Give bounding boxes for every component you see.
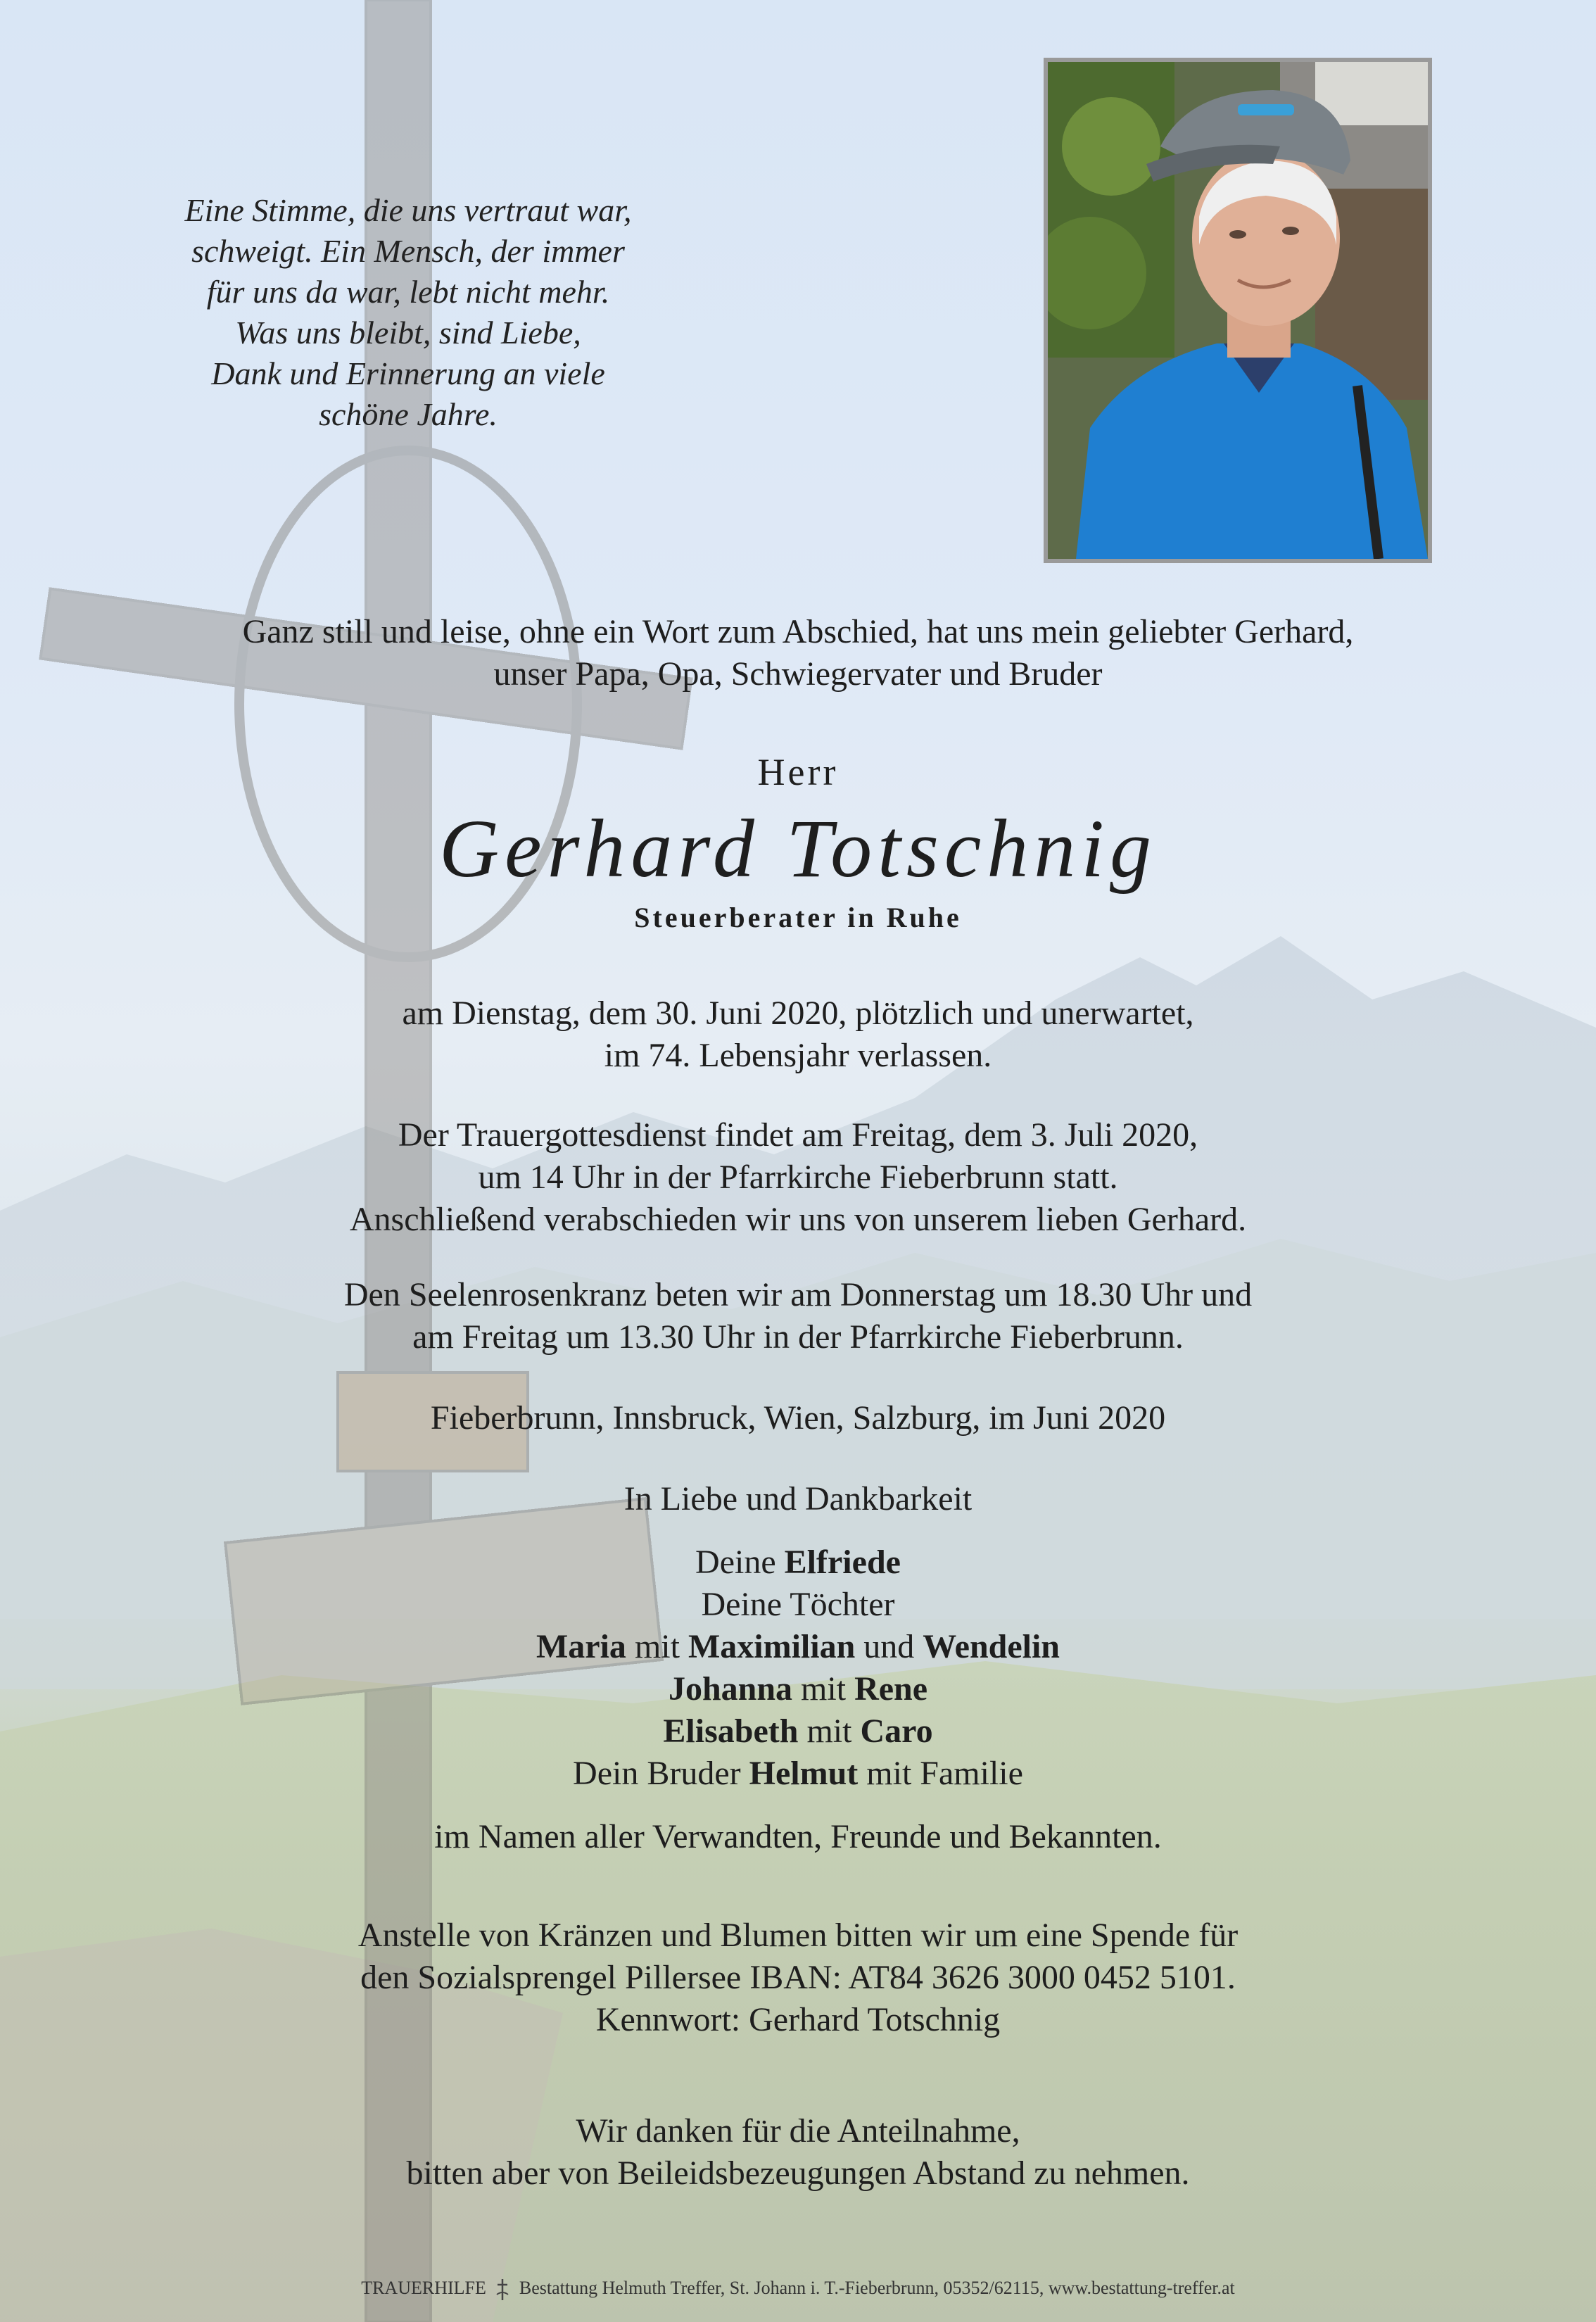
footer-brand: TRAUERHILFE bbox=[361, 2278, 486, 2298]
funeral-info bbox=[0, 1114, 1596, 1241]
footer-text: Bestattung Helmuth Treffer, St. Johann i. T.-Fieberbrunn, 05352/62115, www.bestattung-treffer.at bbox=[519, 2278, 1235, 2298]
relatives-line: im Namen aller Verwandten, Freunde und Bekannten. bbox=[434, 1818, 1162, 1855]
salutation: Herr bbox=[757, 751, 839, 793]
rosary-line: Den Seelenrosenkranz beten wir am Donnerstag um 18.30 Uhr und bbox=[343, 1276, 1253, 1313]
thanks-text bbox=[0, 2110, 1596, 2195]
funeral-line: Der Trauergottesdienst findet am Freitag, dem 3. Juli 2020, bbox=[398, 1116, 1198, 1154]
thanks-line: bitten aber von Beileidsbezeugungen Abstand zu nehmen. bbox=[406, 2154, 1190, 2192]
motto-line: Eine Stimme, die uns vertraut war, bbox=[184, 192, 632, 228]
funeral-home-footer bbox=[0, 2278, 1596, 2302]
death-line: am Dienstag, dem 30. Juni 2020, plötzlich und unerwartet, bbox=[402, 995, 1194, 1032]
intro-line: unser Papa, Opa, Schwiegervater und Bruder bbox=[493, 655, 1103, 693]
intro-line: Ganz still und leise, ohne ein Wort zum Abschied, hat uns mein geliebter Gerhard, bbox=[242, 613, 1354, 650]
donation-info bbox=[0, 1914, 1596, 2041]
intro-text bbox=[0, 611, 1596, 695]
place-date: Fieberbrunn, Innsbruck, Wien, Salzburg, im Juni 2020 bbox=[430, 1399, 1166, 1437]
donation-line: den Sozialsprengel Pillersee IBAN: AT84 3626 3000 0452 5101. bbox=[360, 1959, 1236, 1996]
portrait-photo bbox=[1048, 62, 1428, 559]
motto-line: schöne Jahre. bbox=[319, 396, 498, 432]
rosary-info bbox=[0, 1274, 1596, 1358]
mourner-elisabeth: Elisabeth mit Caro bbox=[663, 1712, 933, 1750]
motto-line: für uns da war, lebt nicht mehr. bbox=[206, 274, 610, 310]
mourner-brother: Dein Bruder Helmut mit Familie bbox=[573, 1755, 1023, 1792]
mourner-maria: Maria mit Maximilian und Wendelin bbox=[536, 1628, 1060, 1665]
motto-poem bbox=[127, 190, 690, 435]
motto-line: schweigt. Ein Mensch, der immer bbox=[191, 233, 625, 269]
mourner-daughters: Deine Töchter bbox=[701, 1586, 895, 1623]
death-notice bbox=[0, 992, 1596, 1077]
funeral-home-logo-icon bbox=[495, 2278, 510, 2302]
love-line: In Liebe und Dankbarkeit bbox=[623, 1480, 973, 1517]
deceased-name: Gerhard Totschnig bbox=[438, 802, 1158, 895]
profession: Steuerberater in Ruhe bbox=[634, 902, 962, 933]
mourner-johanna: Johanna mit Rene bbox=[668, 1670, 928, 1708]
portrait-frame bbox=[1044, 58, 1432, 563]
mourners-list bbox=[0, 1541, 1596, 1795]
mourner-wife: Deine Elfriede bbox=[695, 1544, 901, 1581]
motto-line: Was uns bleibt, sind Liebe, bbox=[235, 315, 581, 351]
thanks-line: Wir danken für die Anteilnahme, bbox=[576, 2112, 1020, 2150]
donation-line: Kennwort: Gerhard Totschnig bbox=[595, 2001, 1001, 2038]
funeral-line: Anschließend verabschieden wir uns von unserem lieben Gerhard. bbox=[349, 1201, 1247, 1238]
death-line: im 74. Lebensjahr verlassen. bbox=[604, 1037, 992, 1074]
donation-line: Anstelle von Kränzen und Blumen bitten wir um eine Spende für bbox=[357, 1917, 1239, 1954]
motto-line: Dank und Erinnerung an viele bbox=[211, 355, 605, 391]
rosary-line: am Freitag um 13.30 Uhr in der Pfarrkirche Fieberbrunn. bbox=[412, 1318, 1184, 1356]
funeral-line: um 14 Uhr in der Pfarrkirche Fieberbrunn statt. bbox=[478, 1159, 1118, 1196]
